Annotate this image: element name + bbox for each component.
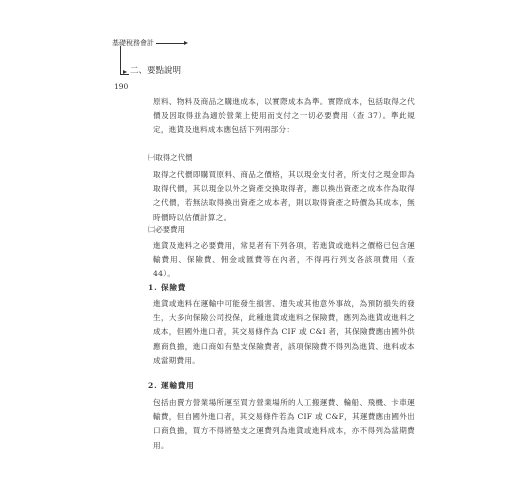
- intro-paragraph: 原料、物料及商品之購進成本，以實際成本為準。實際成本，包括取得之代價及因取得並為適於營業上使用而支付之一切必要費用（查 37）。準此規定，進貨及進料成本應包括下列兩部分：: [153, 97, 415, 135]
- subsection-paragraph-2: 進貨及進料之必要費用，常見者有下列各項，若進貨或進料之價格已包含運輸費用、保險費、佣金或匯費等在內者，不得再行列支各該項費用（查 44）。: [153, 241, 415, 279]
- running-title: 基礎稅務會計: [112, 39, 154, 47]
- item-heading-2: 2. 運輸費用: [148, 381, 195, 390]
- arrow-right-icon: [156, 43, 186, 44]
- page-number: 190: [114, 82, 129, 91]
- subsection-heading-1: ㈠取得之代價: [148, 153, 193, 162]
- section-title: 二、要點說明: [130, 66, 182, 76]
- subsection-heading-2: ㈡必要費用: [148, 225, 185, 234]
- subsection-paragraph-1: 取得之代價即購買原料、商品之價格，其以現金支付者，所支付之現金即為取得代價，其以現金以外之資產交換取得者，應以換出資產之成本作為取得之代價，若無法取得換出資產之成本者，則以取得資產之時價為其成本，無時價時以估價計算之。: [153, 170, 415, 222]
- item-heading-1: 1. 保險費: [148, 283, 187, 292]
- arrow-right-icon: [123, 70, 127, 74]
- item-paragraph-1: 進貨或進料在運輸中可能發生損害、遺失或其他意外事故，為預防損失的發生，大多向保險公司投保，此種進貨或進料之保險費，應列為進貨或進料之成本，但國外進口者，其交易條件為 CIF 或 C&I 者，其保險費應由國外供應商負擔，進口商如有墊支保險費者，該項保險費不得列為進貨、進料或本成當期費用。: [153, 299, 415, 365]
- item-paragraph-2: 包括由賣方營業場所運至買方營業場所的人工搬運費、輪船、飛機、卡車運輸費，但自國外進口者，其交易條件若為 CIF 或 C&F，其運費應由國外出口商負擔，買方不得將墊支之運費列為進貨或進料成本，亦不得列為當期費用。: [153, 398, 415, 450]
